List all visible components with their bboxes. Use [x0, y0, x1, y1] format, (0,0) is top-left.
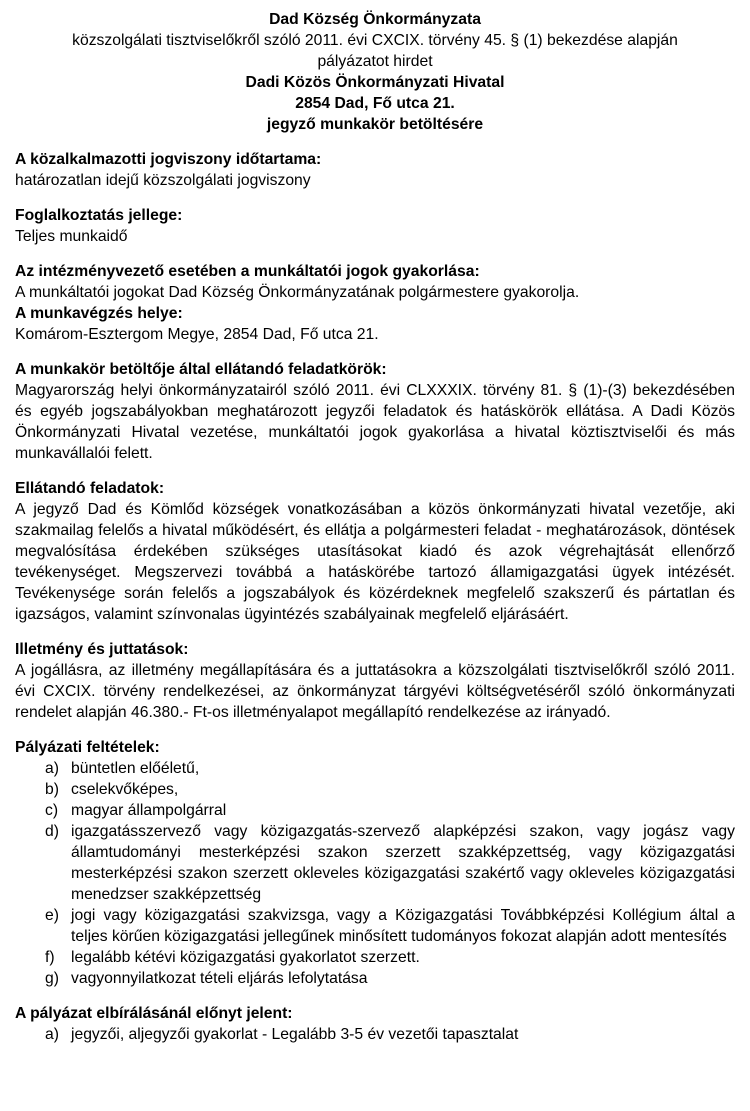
- list-item: [15, 779, 735, 800]
- salary-heading: Illetmény és juttatások:: [15, 641, 189, 658]
- requirements-heading: Pályázati feltételek:: [15, 739, 160, 756]
- job-scope-body: Magyarország helyi önkormányzatairól szóló 2011. évi CLXXXIX. törvény 81. § (1)-(3) bekezdésében és egyéb jogszabályokban meghatározott jegyzői feladatok és hatáskörök ellátása. A Dadi Közös Önkormányzati Hivatal vezetése, munkáltatói jogok gyakorlása a hivatal köztisztviselői és más munkavállalói felett.: [15, 382, 735, 462]
- employment-type-heading: Foglalkoztatás jellege:: [15, 207, 183, 224]
- section-advantages: [15, 1003, 735, 1045]
- employment-duration-heading: A közalkalmazotti jogviszony időtartama:: [15, 151, 322, 168]
- list-item-text: vagyonnyilatkozat tételi eljárás lefolytatása: [71, 970, 368, 987]
- tasks-heading: Ellátandó feladatok:: [15, 480, 165, 497]
- list-item: [15, 905, 735, 947]
- list-item: [15, 968, 735, 989]
- section-job-scope: [15, 359, 735, 464]
- requirements-list: [15, 758, 735, 989]
- legal-basis-line: közszolgálati tisztviselőkről szóló 2011. évi CXCIX. törvény 45. § (1) bekezdése alapján: [72, 32, 678, 49]
- position-title: jegyző munkakör betöltésére: [266, 116, 484, 133]
- employer-rights-heading: Az intézményvezető esetében a munkáltatói jogok gyakorlása:: [15, 263, 480, 280]
- section-employment-type: [15, 205, 735, 247]
- job-scope-heading: A munkakör betöltője által ellátandó feladatkörök:: [15, 361, 387, 378]
- section-tasks: [15, 478, 735, 625]
- salary-body: A jogállásra, az illetmény megállapítására és a juttatásokra a közszolgálati tisztviselőkről szóló 2011. évi CXCIX. törvény rendelkezései, az önkormányzat tárgyévi költségvetéséről szóló önkormányzati rendelet alapján 46.380.- Ft-os illetményalapot megállapító rendelkezése az irányadó.: [15, 662, 735, 721]
- list-item: [15, 1024, 735, 1045]
- list-item-marker: a): [45, 1026, 59, 1043]
- list-item: [15, 821, 735, 905]
- employment-duration-body: határozatlan idejű közszolgálati jogviszony: [15, 172, 311, 189]
- list-item-marker: g): [45, 970, 59, 987]
- list-item-text: legalább kétévi közigazgatási gyakorlatot szerzett.: [71, 949, 420, 966]
- list-item-marker: d): [45, 823, 59, 840]
- tasks-body: A jegyző Dad és Kömlőd községek vonatkozásában a közös önkormányzati hivatal vezetője, aki szakmailag felelős a hivatal működésért, és ellátja a polgármesteri feladat - meghatározások, döntések megvalósítása érdekében szükséges utasításokat kiadó és azok végrehajtását ellenőrző tevékenységet. Megszervezi továbbá a hatáskörébe tartozó államigazgatási ügyek intézését. Tevékenysége során felelős a jogszabályok és közérdeknek megfelelő szakszerű és pártatlan és igazságos, valamint színvonalas ügyintézés szabályainak megfelelő eljárásáért.: [15, 501, 735, 623]
- section-employment-duration: [15, 149, 735, 191]
- list-item-marker: c): [45, 802, 59, 819]
- list-item-text: jegyzői, aljegyzői gyakorlat - Legalább 3-5 év vezetői tapasztalat: [71, 1026, 519, 1043]
- list-item: [15, 800, 735, 821]
- employment-type-body: Teljes munkaidő: [15, 228, 128, 245]
- list-item-marker: b): [45, 781, 59, 798]
- advantages-list: [15, 1024, 735, 1045]
- list-item: [15, 947, 735, 968]
- org-name: Dad Község Önkormányzata: [269, 11, 481, 28]
- list-item-text: büntetlen előéletű,: [71, 760, 200, 777]
- list-item-marker: e): [45, 907, 59, 924]
- section-salary: [15, 639, 735, 723]
- work-location-body: Komárom-Esztergom Megye, 2854 Dad, Fő utca 21.: [15, 326, 379, 343]
- office-address: 2854 Dad, Fő utca 21.: [295, 95, 455, 112]
- document-header: [15, 9, 735, 135]
- list-item-marker: a): [45, 760, 59, 777]
- list-item-text: igazgatásszervező vagy közigazgatás-szervező alapképzési szakon, vagy jogász vagy államtudományi mesterképzési szakon szerzett szakképzettség, vagy közigazgatási mesterképzési szakon szerzett okleveles közigazgatási szakértő vagy okleveles közigazgatási menedzser szakképzettség: [71, 823, 735, 903]
- list-item-text: cselekvőképes,: [71, 781, 179, 798]
- work-location-heading: A munkavégzés helye:: [15, 305, 183, 322]
- list-item: [15, 758, 735, 779]
- employer-rights-body: A munkáltatói jogokat Dad Község Önkormányzatának polgármestere gyakorolja.: [15, 284, 580, 301]
- advantages-heading: A pályázat elbírálásánál előnyt jelent:: [15, 1005, 293, 1022]
- section-work-location: [15, 303, 735, 345]
- section-employer-rights: [15, 261, 735, 303]
- announcement-line: pályázatot hirdet: [317, 53, 433, 70]
- list-item-text: jogi vagy közigazgatási szakvizsga, vagy a Közigazgatási Továbbképzési Kollégium által a teljes körűen közigazgatási jellegűnek minősített tudományos fokozat alapján adott mentesítés: [71, 907, 735, 945]
- office-name: Dadi Közös Önkormányzati Hivatal: [245, 74, 505, 91]
- list-item-marker: f): [45, 949, 55, 966]
- section-requirements: [15, 737, 735, 989]
- list-item-text: magyar állampolgárral: [71, 802, 227, 819]
